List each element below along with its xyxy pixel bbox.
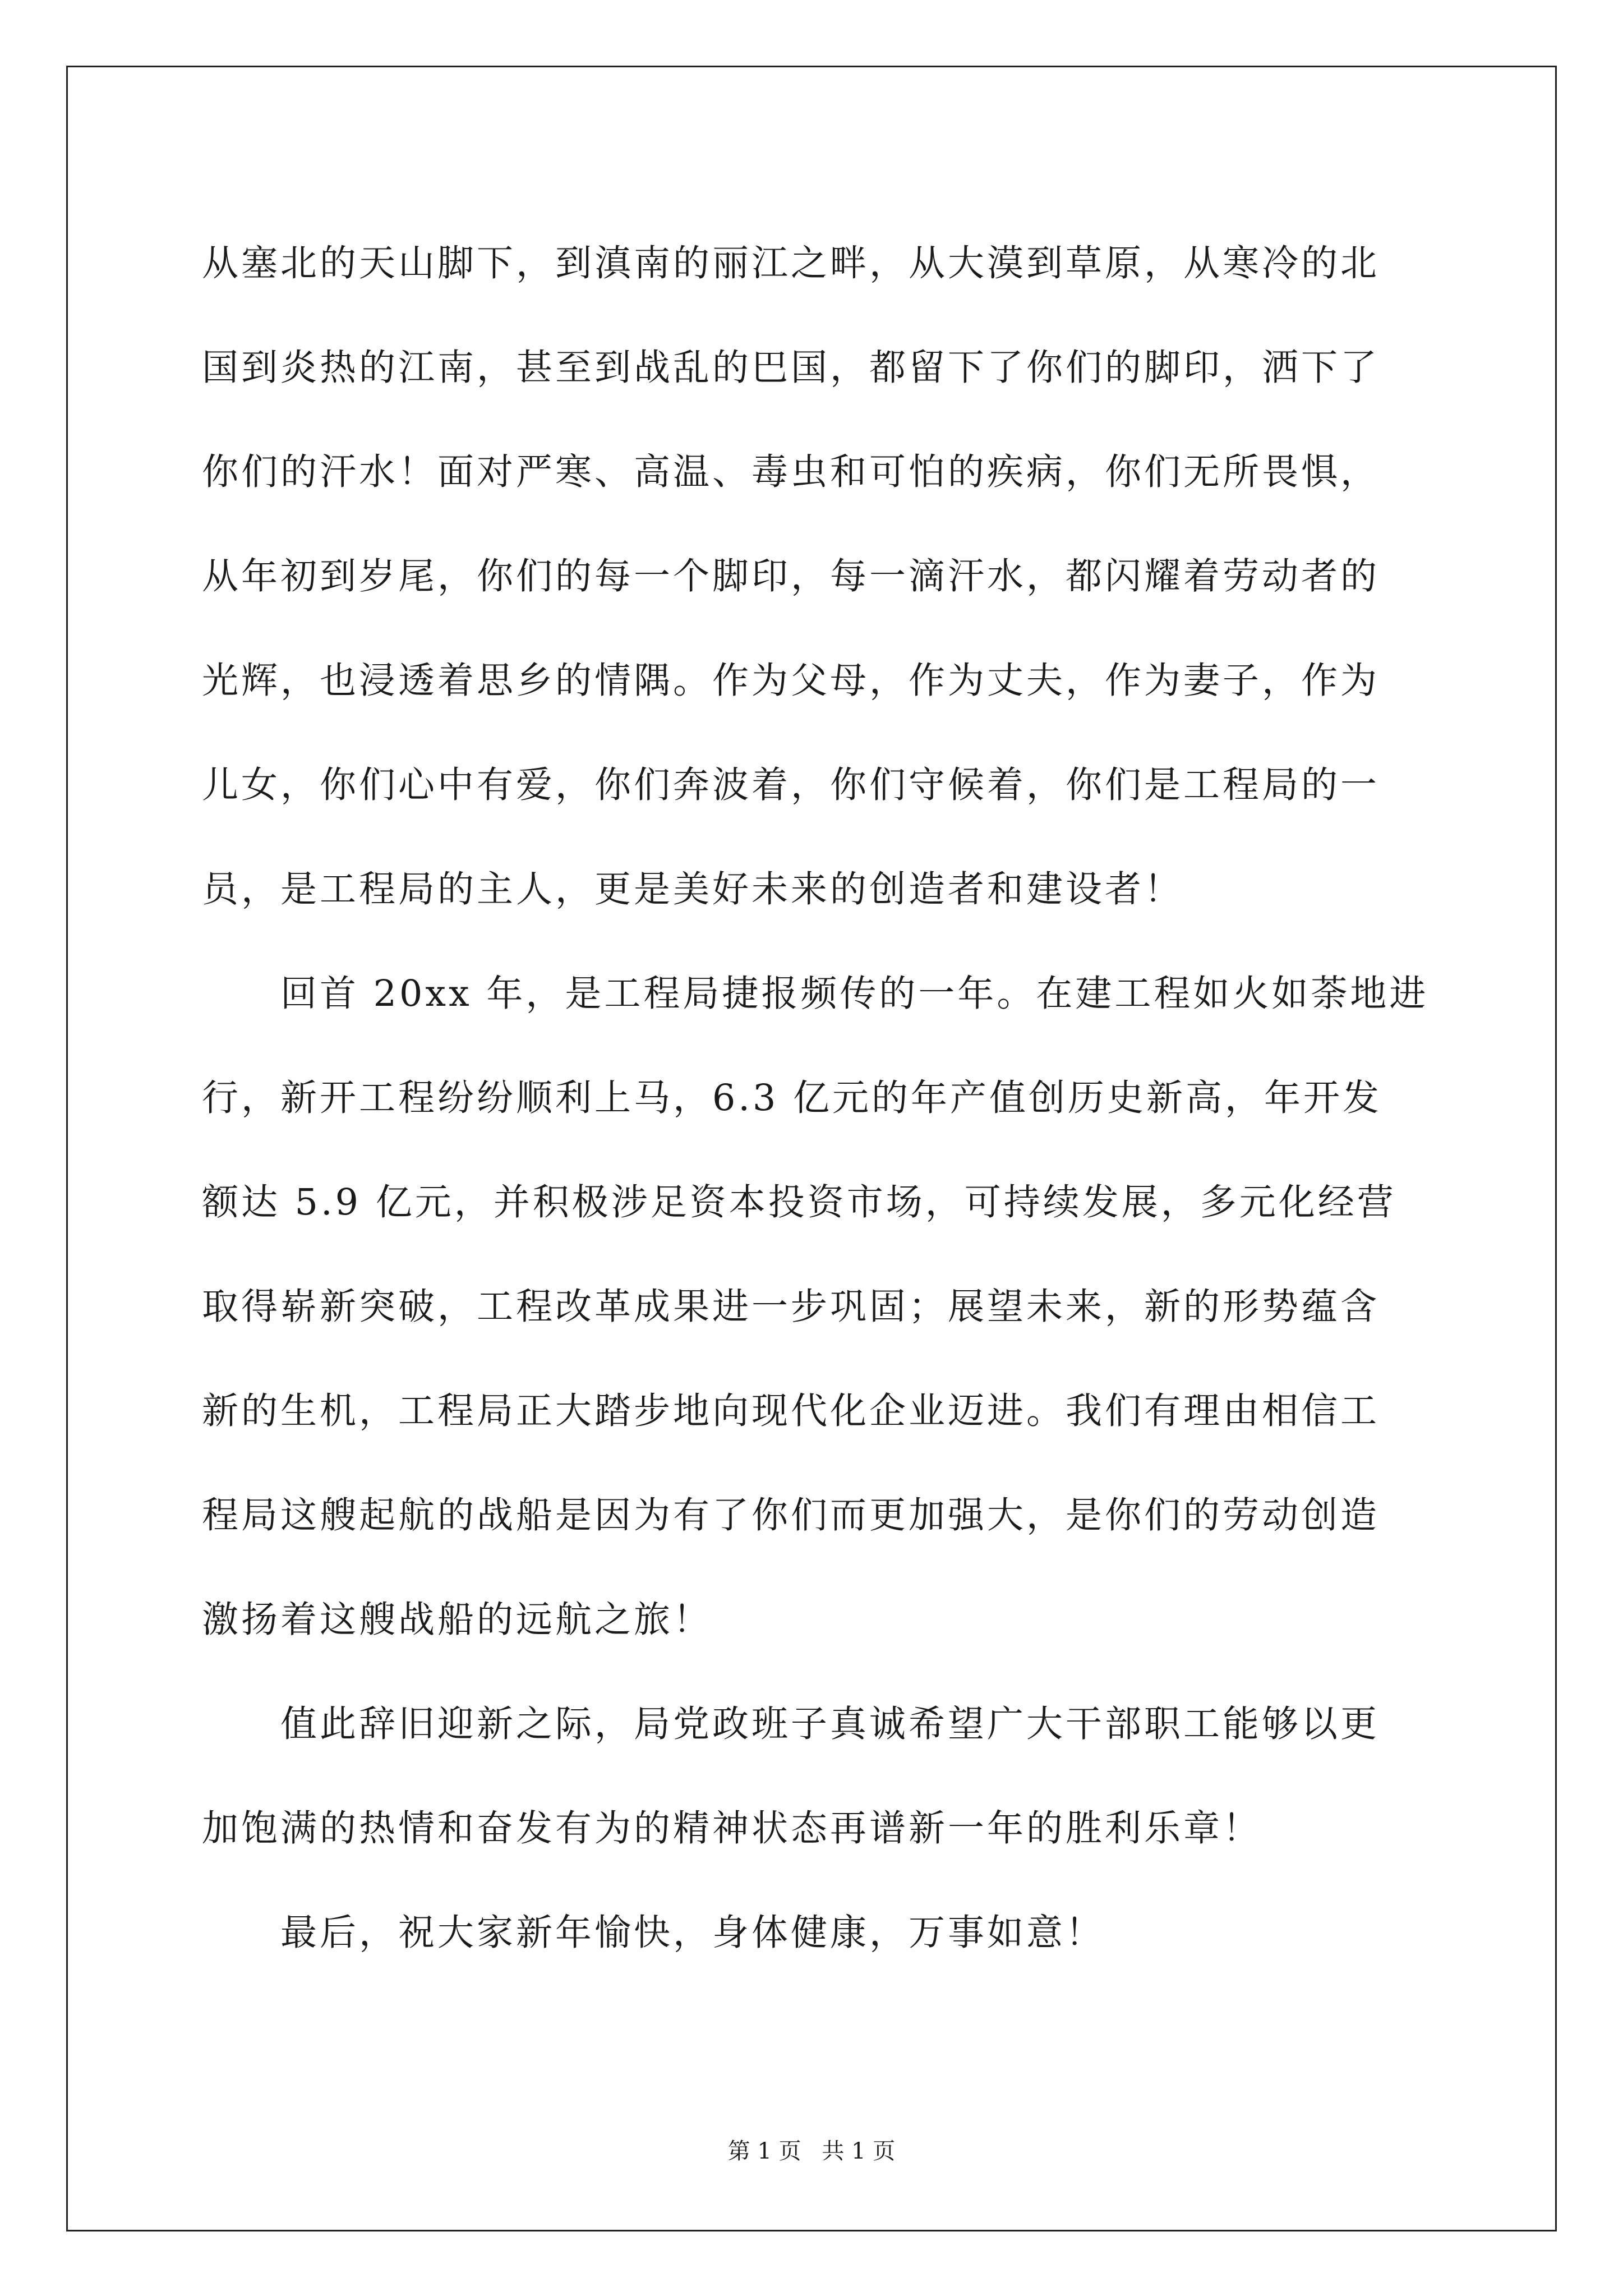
text-line: 程局这艘起航的战船是因为有了你们而更加强大，是你们的劳动创造 — [202, 1494, 1380, 1536]
text-line: 最后，祝大家新年愉快，身体健康，万事如意！ — [202, 1912, 1105, 1954]
text-line: 额达 5.9 亿元，并积极涉足资本投资市场，可持续发展，多元化经营 — [202, 1181, 1396, 1223]
text-line: 从年初到岁尾，你们的每一个脚印，每一滴汗水，都闪耀着劳动者的 — [202, 555, 1380, 597]
text-line: 国到炎热的江南，甚至到战乱的巴国，都留下了你们的脚印，洒下了 — [202, 347, 1380, 389]
text-line: 从塞北的天山脚下，到滇南的丽江之畔，从大漠到草原，从寒冷的北 — [202, 242, 1380, 284]
text-line: 值此辞旧迎新之际，局党政班子真诚希望广大干部职工能够以更 — [202, 1703, 1380, 1745]
text-line: 光辉，也浸透着思乡的情隅。作为父母，作为丈夫，作为妻子，作为 — [202, 660, 1380, 702]
text-line: 你们的汗水！面对严寒、高温、毒虫和可怕的疾病，你们无所畏惧， — [202, 451, 1380, 493]
page-number: 第 1 页 — [727, 2138, 801, 2164]
document-body — [202, 211, 1433, 1985]
text-line: 回首 20xx 年，是工程局捷报频传的一年。在建工程如火如荼地进 — [202, 973, 1429, 1015]
text-line: 激扬着这艘战船的远航之旅！ — [202, 1599, 713, 1641]
page-footer — [0, 2134, 1623, 2168]
text-line: 加饱满的热情和奋发有为的精神状态再谱新一年的胜利乐章！ — [202, 1807, 1262, 1849]
text-line: 员，是工程局的主人，更是美好未来的创造者和建设者！ — [202, 868, 1184, 910]
page-total: 共 1 页 — [822, 2138, 896, 2164]
text-line: 儿女，你们心中有爱，你们奔波着，你们守候着，你们是工程局的一 — [202, 764, 1380, 806]
text-line: 行，新开工程纷纷顺利上马，6.3 亿元的年产值创历史新高，年开发 — [202, 1077, 1382, 1119]
text-line: 新的生机，工程局正大踏步地向现代化企业迈进。我们有理由相信工 — [202, 1390, 1380, 1432]
text-line: 取得崭新突破，工程改革成果进一步巩固；展望未来，新的形势蕴含 — [202, 1286, 1380, 1328]
